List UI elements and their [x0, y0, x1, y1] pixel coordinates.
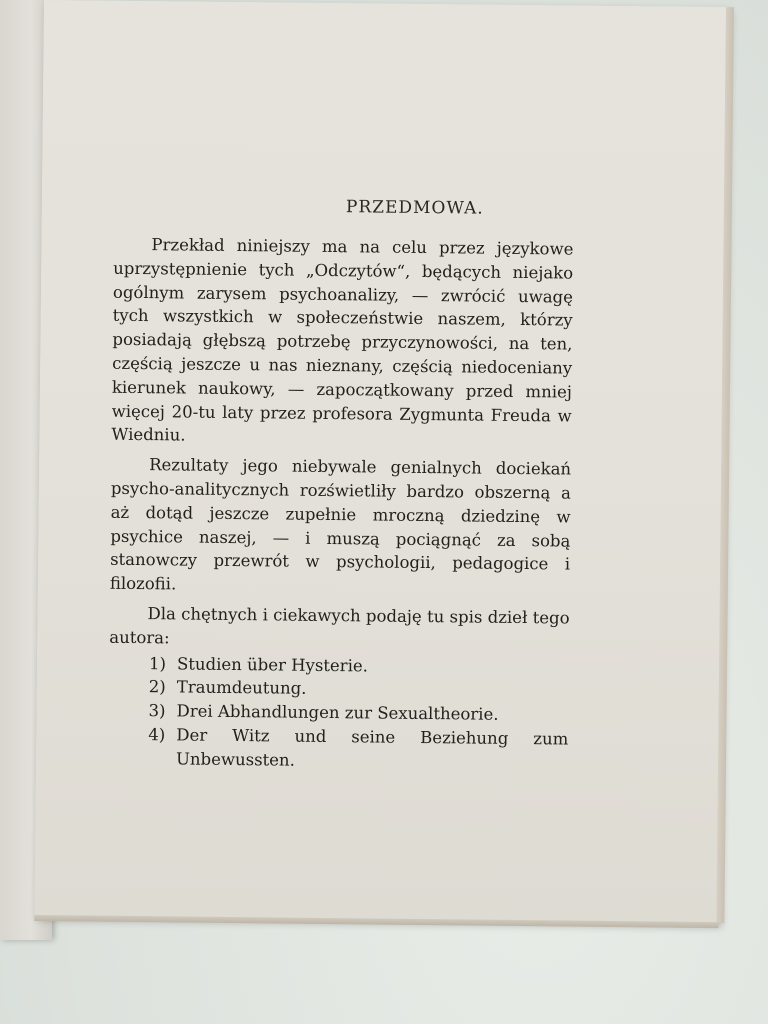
list-item-title: Drei Abhandlungen zur Sexualtheorie.: [176, 701, 499, 724]
list-item: [148, 723, 568, 775]
paragraph: Przekład niniejszy ma na celu przez językowe uprzystępnienie tych „Odczytów“, będących niejako ogólnym zarysem psychoanalizy, — zwrócić uwagę tych wszystkich w społeczeństwie naszem, którzy posiadają głębszą potrzebę przyczynowości, na ten, częścią jeszcze u nas nieznany, częścią niedoceniany kierunek naukowy, — zapoczątkowany przed mniej więcej 20-tu laty przez profesora Zygmunta Freuda w Wiedniu.: [111, 235, 574, 445]
list-item-title: Der Witz und seine Beziehung zum Unbewussten.: [175, 725, 569, 770]
list-item-number: 3): [148, 701, 166, 721]
list-item-number: 2): [148, 677, 166, 697]
page-title: PRZEDMOWA.: [345, 197, 484, 219]
paragraph: Dla chętnych i ciekawych podaję tu spis dzieł tego autora:: [109, 604, 570, 648]
works-list: [108, 651, 569, 775]
book-page: [34, 0, 728, 923]
list-item-number: 4): [148, 725, 166, 745]
paragraph: Rezultaty jego niebywale genialnych dociekań psycho-analitycznych rozświetliły bardzo obszerną a aż dotąd jeszcze zupełnie mroczną dziedzinę w psychice naszej, — i muszą pociągnąć za sobą stanowczy przewrót w psychologii, pedagogice i filozofii.: [109, 455, 572, 594]
list-item-title: Traumdeutung.: [176, 677, 307, 699]
preface-text: [108, 233, 574, 775]
list-item-number: 1): [148, 653, 167, 673]
list-item-title: Studien über Hysterie.: [176, 653, 369, 675]
